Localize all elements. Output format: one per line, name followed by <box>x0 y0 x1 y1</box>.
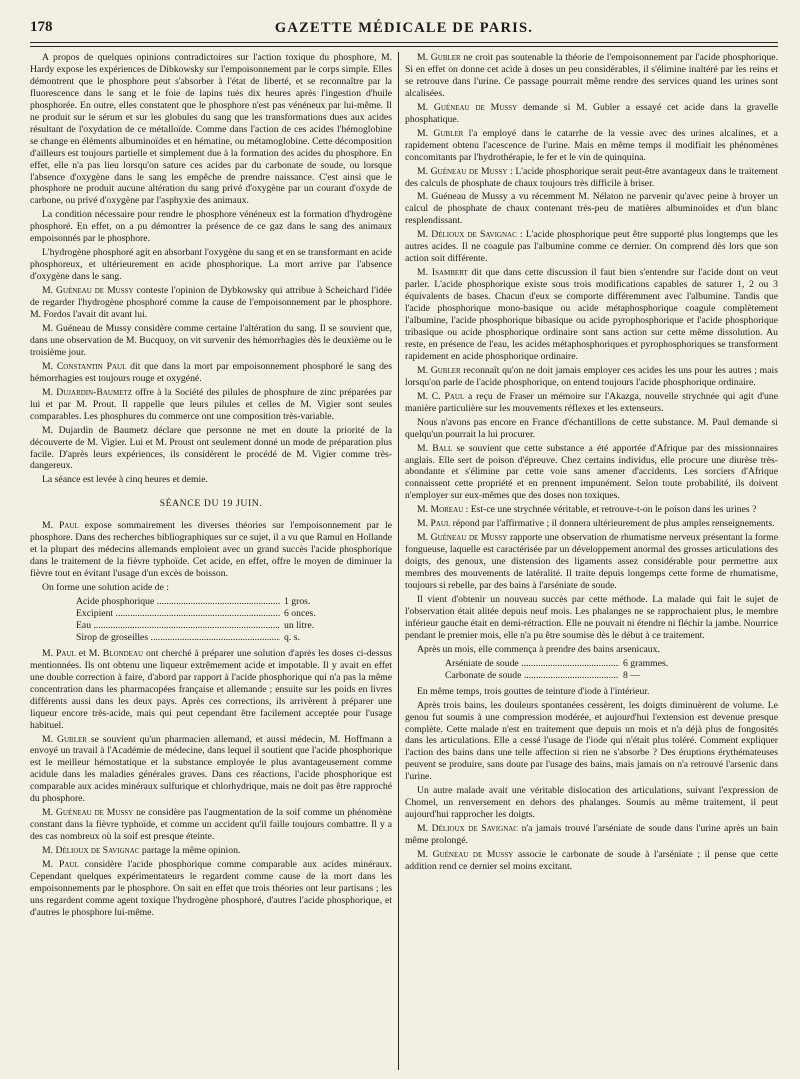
speaker-name: M. Paul <box>42 647 76 659</box>
paragraph: Après trois bains, les douleurs spontanées cessèrent, les doigts diminuèrent de volume. Le genou fut soumis à une compression modérée, et aujourd'hui l'extension est devenue presque complète. Cette malade n'est en traitement que depuis un mois et n'a déjà plus de fongosités dans les articulations. Elle a cessé l'usage de l'iode qui n'était plus toléré. Comment expliquer l'action des bains dans une telle affection si rien ne s'absorbe ? Des éruptions érythémateuses peuvent se produire, sans doute par l'usage des bains, mais jamais on n'a retrouvé l'arsenic dans l'urine. <box>405 699 778 783</box>
paragraph: On forme une solution acide de : <box>42 582 169 594</box>
speaker-name: M. C. Paul <box>417 390 465 402</box>
paragraph: M. Délioux de Savignac : L'acide phosphorique peut être supporté plus longtemps que les autres acides. Il ne coagule pas l'albumine comme ce dernier. On comprend dès lors que son action soit différente. <box>405 229 778 265</box>
speaker-name: M. Gubler <box>417 52 461 63</box>
paragraph: La séance est levée à cinq heures et demie. <box>42 474 208 486</box>
paragraph: M. Gubler ne croit pas soutenable la théorie de l'empoisonnement par l'acide phosphorique. Si en effet on donne cet acide à doses un peu considérables, il s'élimine inaltéré par les reins et se retrouve dans l'urine. Ce passage pourrait même rendre des services quand les urines sont alcalisées. <box>405 52 778 99</box>
speaker-name: M. Guéneau de Mussy <box>417 849 514 861</box>
speaker-name: M. Paul <box>417 518 451 530</box>
paragraph: En même temps, trois gouttes de teinture d'iode à l'intérieur. <box>417 685 650 697</box>
paragraph: M. Guéneau de Mussy considère comme certaine l'altération du sang. Il se souvient que, dans une observation de M. Bucquoy, on vit survenir des hémorrhagies dès le deuxième ou le troisième jour. <box>30 322 392 358</box>
paragraph: M. Paul répond par l'affirmative ; il donnera ultérieurement de plus amples renseignements. <box>417 518 775 530</box>
paragraph: M. Guéneau de Mussy ne considère pas l'augmentation de la soif comme un phénomène constant dans la fièvre typhoïde, et comme un accident qu'il faille toujours combattre. Il y a des cas nombreux où la soif est presque éteinte. <box>30 807 392 843</box>
paragraph: La condition nécessaire pour rendre le phosphore vénéneux est la formation d'hydrogène phosphoré. En effet, on a pu démontrer la présence de ce gaz dans le sang des animaux empoisonnés par le phosphore. <box>30 209 392 245</box>
left-column <box>30 52 392 1070</box>
paragraph: M. Paul et M. Blondeau ont cherché à préparer une solution d'après les doses ci-dessus mentionnées. Ils ont obtenu une liqueur extrêmement acide et impotable. Il y avait en effet une double correction à faire, d'abord par rapport à l'acide phosphorique qui n'a pas la même concentration dans les pharmacopées française et allemande ; ensuite sur les poids en livres différents aussi dans les deux pays. Après ces corrections, ils arrivèrent à préparer une liqueur encore très-acide, mais qui peut cependant être facilement acceptée pour l'usage habituel. <box>30 647 392 731</box>
paragraph: M. Moreau : Est-ce une strychnée véritable, et retrouve-t-on le poison dans les urines ? <box>417 504 757 516</box>
speaker-name: M. Blondeau <box>88 647 144 659</box>
speaker-name: M. Isambert <box>417 267 468 279</box>
speaker-name: M. Paul <box>42 859 79 871</box>
formula-row: Eau ..... un litre. <box>76 620 346 632</box>
formula-row: Acide phosphorique ..... 1 gros. <box>76 596 346 608</box>
paragraph: M. Paul considère l'acide phosphorique comme comparable aux acides minéraux. Cependant quelques expérimentateurs le regardent comme cause de la mort dans les empoisonnements par le phosphore. On sait en effet que trois théories ont leur partisans ; les uns regardent comme agent toxique l'hydrogène phosphoré, d'autres l'acide phosphorique, et d'autres le phosphore lui-même. <box>30 859 392 918</box>
formula-row: Excipient ..... 6 onces. <box>76 608 346 620</box>
paragraph: A propos de quelques opinions contradictoires sur l'action toxique du phosphore, M. Hardy expose les expériences de Dibkowsky sur l'empoisonnement par le corps simple. Elles démontrent que le phosphore peut s'absorber à l'état de liberté, et se reconnaître par la fluorescence dans le sang et le foie de lapins tués dix heures après l'ingestion d'huile phosphorée. En outre, elles constatent que le phosphore n'est pas vénéneux par lui-même. Il ne produit sur le sérum et sur les globules du sang que les transformations dues aux acides résultant de l'oxydation de ce métalloïde. Comme dans l'action de ces acides l'hémoglobine se change en éléments albuminoïdes et en hématine, ou métamoglobine. Cette décomposition d'ailleurs est toujours partielle et simplement due à la formation des acides du phosphore. En effet, elle n'a pas lieu lorsqu'on sature ces acides par du carbonate de soude, ou lorsque l'absence d'oxygène dans le sang les empêche de prendre naissance. C'est ainsi que le phosphore ne produit aucune altération du sang privé d'oxygène par un courant d'oxyde de carbone, ou privé d'oxygène par l'asphyxie des animaux. <box>30 52 392 207</box>
paragraph: M. Gubler se souvient qu'un pharmacien allemand, et aussi médecin, M. Hoffmann a envoyé un travail à l'Académie de médecine, dans lequel il soutient que l'acide phosphorique est le meilleur hémostatique et la substance employée le plus avantageusement comme acidule dans les maladies générales graves. Dans ces réactions, l'acide phosphorique est comparable aux acides minéraux sulfurique et chlorhydrique, mais ne doit pas être rapproché du phosphore. <box>30 733 392 805</box>
speaker-name: M. Gubler <box>417 364 461 376</box>
speaker-name: M. Paul <box>42 520 79 532</box>
speaker-name: M. Guéneau de Mussy <box>417 165 508 177</box>
speaker-name: M. Guéneau de Mussy <box>417 101 518 113</box>
section-title: SÉANCE DU 19 JUIN. <box>159 498 263 510</box>
speaker-name: M. Guéneau de Mussy <box>42 285 134 297</box>
page-header <box>30 14 778 43</box>
paragraph: Il vient d'obtenir un nouveau succès par cette méthode. La malade qui fait le sujet de l'observation était alitée depuis neuf mois. Les phalanges ne se rapprochaient plus, le membre inférieur gauche était en demi-rétraction. Elle ne pouvait ni étendre ni fléchir la jambe. Nourrice pendant le premier mois, elle n'a pu être soumise dès le début à ce traitement. <box>405 593 778 641</box>
speaker-name: M. Constantin Paul <box>42 360 127 372</box>
column-divider <box>398 52 399 1070</box>
formula-row: Arséniate de soude ..... 6 grammes. <box>445 658 695 670</box>
paragraph: M. Dujardin de Baumetz déclare que personne ne met en doute la priorité de la découverte de M. Vigier. Lui et M. Proust ont seulement donné un mode de préparation plus facile. D'après leurs expériences, ils considèrent le procédé de M. Vigier comme très-dangereux. <box>30 424 392 472</box>
paragraph: M. Guéneau de Mussy demande si M. Gubler a essayé cet acide dans la gravelle phosphatique. <box>405 101 778 125</box>
paragraph: M. Paul expose sommairement les diverses théories sur l'empoisonnement par le phosphore. Dans des recherches bibliographiques sur ce sujet, il a vu que Ramul en Hollande et la plupart des médecins allemands emploient avec un grand succès l'acide phosphorique dans le traitement de la fièvre typhoïde. Cet acide, en effet, offre le moyen de diminuer la fièvre tout en évitant l'usage d'un excès de boisson. <box>30 520 392 580</box>
paragraph: L'hydrogène phosphoré agit en absorbant l'oxygène du sang et en se transformant en acide phosphoreux, et ultérieurement en acide phosphorique. La mort arrive par l'absence d'oxygène dans le sang. <box>30 247 392 283</box>
paragraph: M. Guéneau de Mussy associe le carbonate de soude à l'arséniate ; il pense que cette addition rend ce dernier sel moins excitant. <box>405 849 778 872</box>
speaker-name: M. Moreau <box>417 504 464 516</box>
paragraph: M. Dujardin-Baumetz offre à la Société des pilules de phosphure de zinc préparées par lui et par M. Prout. Il rappelle que leurs pilules et celles de M. Vigier sont seules comparables. Les phosphures du commerce ont une composition très-variable. <box>30 386 392 422</box>
paragraph: M. Gubler reconnaît qu'on ne doit jamais employer ces acides les uns pour les autres ; mais lorsqu'on parle de l'acide phosphorique, on entend toujours l'acide phosphorique ordinaire. <box>405 364 778 388</box>
formula-row: Carbonate de soude ..... 8 — <box>445 670 695 682</box>
speaker-name: M. Délioux de Savignac <box>42 845 140 857</box>
paragraph: M. C. Paul a reçu de Fraser un mémoire sur l'Akazga, nouvelle strychnée qui agit d'une manière particulière sur les mouvements réflexes et les extenseurs. <box>405 390 778 414</box>
speaker-name: M. Délioux de Savignac <box>417 229 517 241</box>
paragraph: M. Ball se souvient que cette substance a été apportée d'Afrique par des missionnaires anglais. Elle sert de poison d'épreuve. Chez certains individus, elle procure une diurèse très-abondante et s'élimine par cette voie sans amener d'accidents. Les sorciers d'Afrique connaissent cette propriété et en prennent impunément. Selon toute probabilité, ils doivent n'employer sur eux-mêmes que des doses non toxiques. <box>405 442 778 502</box>
paragraph: Un autre malade avait une véritable dislocation des articulations, suivant l'expression de Chomel, un renversement en dehors des phalanges. Soumis au même traitement, il peut aujourd'hui rapprocher les doigts. <box>405 785 778 821</box>
paragraph: M. Délioux de Savignac n'a jamais trouvé l'arséniate de soude dans l'urine après un bain même prolongé. <box>405 823 778 847</box>
speaker-name: M. Guéneau de Mussy <box>417 532 508 544</box>
paragraph: Après un mois, elle commença à prendre des bains arsenicaux. <box>417 643 660 655</box>
paragraph: M. Guéneau de Mussy a vu récemment M. Nélaton ne parvenir qu'avec peine à broyer un calcul de phosphate de chaux contenant très-peu de matières albuminoïdes et d'un blanc resplendissant. <box>405 191 778 227</box>
speaker-name: M. Ball <box>417 442 453 454</box>
formula-row: Sirop de groseilles ..... q. s. <box>76 632 346 644</box>
right-column <box>405 52 778 1070</box>
paragraph: M. Constantin Paul dit que dans la mort par empoisonnement phosphoré le sang des hémorrhagies est toujours rouge et oxygéné. <box>30 360 392 384</box>
speaker-name: M. Dujardin-Baumetz <box>42 386 133 398</box>
paragraph: M. Guéneau de Mussy conteste l'opinion de Dybkowsky qui attribue à Scheichard l'idée de regarder l'hydrogène phosphoré comme la cause de l'empoisonnement par le phosphore. M. Fordos l'avait dit avant lui. <box>30 285 392 321</box>
paragraph: M. Délioux de Savignac partage la même opinion. <box>42 845 241 857</box>
bath-formula <box>445 658 778 682</box>
speaker-name: M. Délioux de Savignac <box>417 823 518 835</box>
paragraph: Nous n'avons pas encore en France d'échantillons de cette substance. M. Paul demande si quelqu'un pourrait la lui procurer. <box>405 416 778 440</box>
paragraph: M. Gubler l'a employé dans le catarrhe de la vessie avec des urines alcalines, et a rapidement obtenu l'acescence de l'urine. Mais en même temps il modifiait les phénomènes concomitants par l'hydrothérapie, le fer et le vin de quinquina. <box>405 127 778 163</box>
speaker-name: M. Guéneau de Mussy <box>42 807 134 819</box>
prescription-formula <box>76 596 392 644</box>
journal-title: GAZETTE MÉDICALE DE PARIS. <box>274 20 534 36</box>
page-number: 178 <box>30 19 53 35</box>
speaker-name: M. Gubler <box>417 127 464 139</box>
paragraph: M. Guéneau de Mussy rapporte une observation de rhumatisme nerveux présentant la forme fongueuse, laquelle est caractérisée par un développement anormal des grosses articulations des doigts, des genoux, une distension des ligaments assez considérable pour permettre aux membres des mouvements de latéralité. Il traite depuis longemps cette forme de rhumatisme, toujours si rebelle, par des bains à l'arséniate de soude. <box>405 532 778 592</box>
header-rule <box>30 46 778 47</box>
speaker-name: M. Gubler <box>42 733 87 745</box>
paragraph: M. Guéneau de Mussy : L'acide phosphorique serait peut-être avantageux dans le traitement des calculs de phosphate de chaux toujours très difficile à briser. <box>405 165 778 189</box>
paragraph: M. Isambert dit que dans cette discussion il faut bien s'entendre sur l'acide dont on veut parler. L'acide phosphorique existe sous trois modifications capables de saturer 1, 2 ou 3 équivalents de bases. Chacun d'eux se comporte différemment avec l'albumine. Tandis que l'acide phosphorique mono-basique ou acide métaphosphorique coagule complètement l'albumine, l'acide phosphorique bibasique ou acide pyrophosphorique et l'acide phosphorique tribasique ou acide phosphorique ordinaire sont sans action sur cette même dissolution. Au reste, en présence de l'eau, les acides métaphosphoriques et pyrophosphoriques se transforment rapidement en acide phosphorique ordinaire. <box>405 267 778 362</box>
